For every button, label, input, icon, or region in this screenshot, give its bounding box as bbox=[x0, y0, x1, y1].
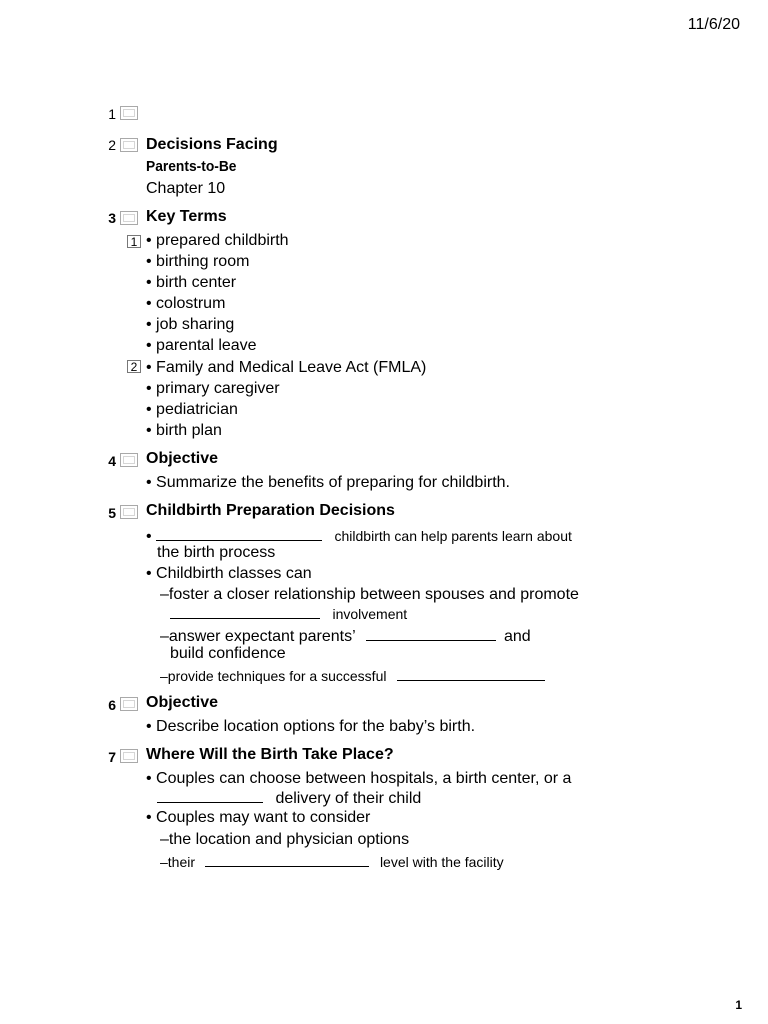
fill-in-blank bbox=[157, 788, 263, 803]
sub-list-item: –foster a closer relationship between spouses and promote bbox=[160, 586, 579, 603]
list-item-continuation: the birth process bbox=[157, 544, 276, 561]
sub-list-item-text: involvement bbox=[332, 606, 408, 622]
sub-list-item-continuation: build confidence bbox=[170, 645, 286, 662]
sub-list-item bbox=[160, 626, 531, 646]
sub-list-item-text: and bbox=[503, 628, 531, 645]
list-item: • Family and Medical Leave Act (FMLA) bbox=[146, 359, 427, 376]
sub-list-item-text: –answer expectant parents’ bbox=[160, 628, 356, 645]
list-item: • parental leave bbox=[146, 337, 257, 354]
slide-thumbnail-icon bbox=[120, 505, 138, 519]
sub-list-item-text: –provide techniques for a successful bbox=[160, 668, 387, 684]
objective-text: • Describe location options for the baby’s birth. bbox=[146, 718, 476, 735]
slide-number: 3 bbox=[108, 210, 116, 226]
objective-text: • Summarize the benefits of preparing for childbirth. bbox=[146, 474, 510, 491]
slide-thumbnail-icon bbox=[120, 211, 138, 225]
list-item-text: childbirth can help parents learn about bbox=[334, 528, 572, 544]
list-item-continuation bbox=[157, 788, 421, 808]
sub-list-item bbox=[160, 666, 545, 686]
list-item: • birth plan bbox=[146, 422, 222, 439]
slide-title: Childbirth Preparation Decisions bbox=[146, 502, 395, 519]
list-item: • pediatrician bbox=[146, 401, 238, 418]
slide-title: Decisions Facing bbox=[146, 136, 278, 153]
annotation-marker: 1 bbox=[127, 235, 141, 248]
sub-list-item-text: level with the facility bbox=[379, 854, 504, 870]
list-item: • primary caregiver bbox=[146, 380, 280, 397]
slide-number: 1 bbox=[108, 106, 116, 122]
sub-list-item-continuation bbox=[170, 604, 407, 624]
slide-number: 6 bbox=[108, 697, 116, 713]
slide-title: Key Terms bbox=[146, 208, 227, 225]
list-item-text: delivery of their child bbox=[275, 790, 422, 807]
page-date: 11/6/20 bbox=[687, 16, 740, 33]
fill-in-blank bbox=[366, 626, 496, 641]
slide-thumbnail-icon bbox=[120, 453, 138, 467]
chapter-label: Chapter 10 bbox=[146, 180, 226, 197]
slide-thumbnail-icon bbox=[120, 749, 138, 763]
slide-number: 7 bbox=[108, 749, 116, 765]
slide-thumbnail-icon bbox=[120, 697, 138, 711]
list-item: • Couples can choose between hospitals, a birth center, or a bbox=[146, 770, 572, 787]
annotation-marker: 2 bbox=[127, 360, 141, 373]
fill-in-blank bbox=[397, 666, 545, 681]
sub-list-item: –the location and physician options bbox=[160, 831, 410, 848]
slide-title: Where Will the Birth Take Place? bbox=[146, 746, 394, 763]
fill-in-blank bbox=[156, 526, 322, 541]
sub-list-item-text: –their bbox=[160, 854, 196, 870]
list-item: • birthing room bbox=[146, 253, 250, 270]
list-item: • Couples may want to consider bbox=[146, 809, 371, 826]
page-number: 1 bbox=[735, 998, 742, 1012]
list-item: • job sharing bbox=[146, 316, 235, 333]
slide-number: 4 bbox=[108, 453, 116, 469]
list-item: • colostrum bbox=[146, 295, 226, 312]
list-item: • Childbirth classes can bbox=[146, 565, 312, 582]
list-item bbox=[146, 526, 572, 546]
sub-list-item bbox=[160, 852, 504, 872]
slide-subtitle: Parents-to-Be bbox=[146, 158, 237, 175]
list-item: • prepared childbirth bbox=[146, 232, 289, 249]
slide-title: Objective bbox=[146, 694, 219, 711]
slide-thumbnail-icon bbox=[120, 138, 138, 152]
slide-number: 5 bbox=[108, 505, 116, 521]
slide-title: Objective bbox=[146, 450, 219, 467]
fill-in-blank bbox=[205, 852, 369, 867]
bullet: • bbox=[146, 528, 152, 545]
slide-thumbnail-icon bbox=[120, 106, 138, 120]
slide-number: 2 bbox=[108, 137, 116, 153]
fill-in-blank bbox=[170, 604, 320, 619]
list-item: • birth center bbox=[146, 274, 237, 291]
